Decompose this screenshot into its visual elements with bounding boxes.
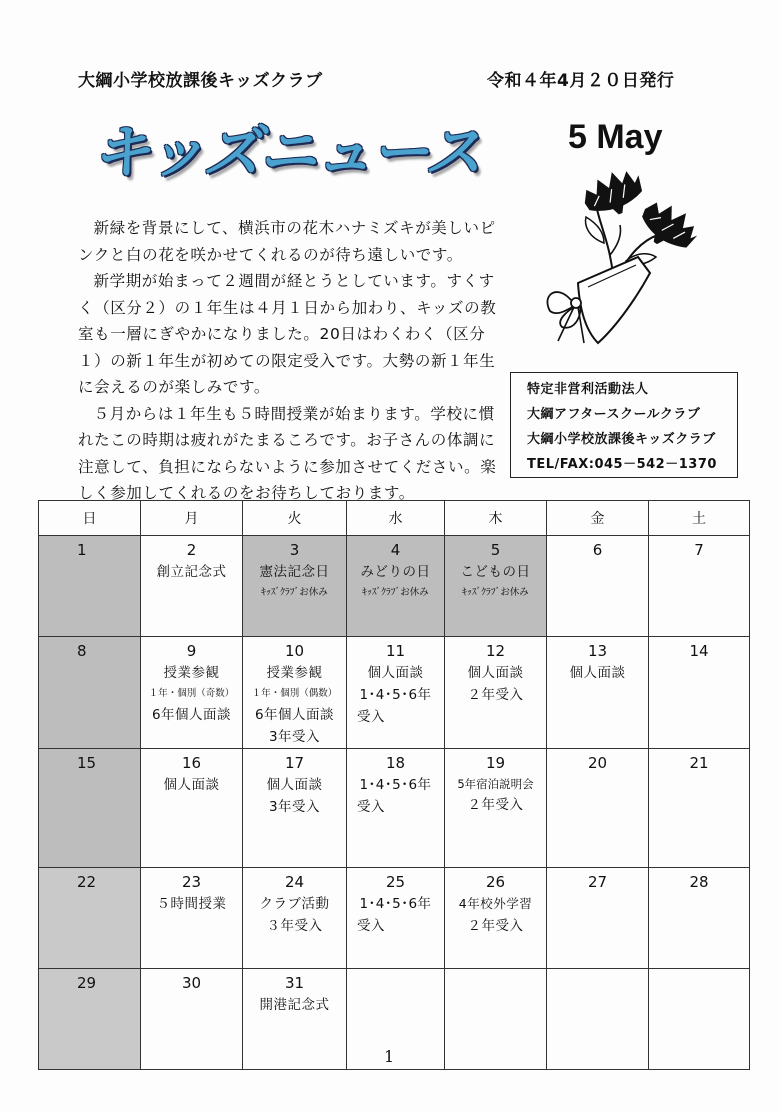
day-number: 15 [77, 754, 97, 772]
day-event: 1･4･5･6年 [359, 777, 432, 793]
day-number: 5 [490, 541, 501, 559]
day-event: ３年受入 [266, 918, 323, 934]
day-event: ｷｯｽﾞｸﾗﾌﾞお休み [462, 587, 529, 598]
calendar-week-row [39, 868, 750, 969]
day-event: ｷｯｽﾞｸﾗﾌﾞお休み [362, 587, 429, 598]
day-cell [39, 749, 141, 868]
day-cell [347, 637, 445, 749]
day-event: 受入 [357, 709, 385, 725]
newsletter-title-logo [92, 112, 512, 198]
day-cell [243, 536, 347, 637]
day-cell [649, 868, 750, 969]
day-cell [39, 637, 141, 749]
day-cell [141, 536, 243, 637]
day-event: ２年受入 [467, 687, 524, 703]
day-number: 12 [485, 642, 506, 660]
day-event: 創立記念式 [156, 564, 227, 580]
day-event: 授業参観 [266, 665, 323, 681]
day-number: 23 [181, 873, 202, 891]
issue-date: 令和４年4月２０日発行 [487, 71, 675, 91]
day-cell [39, 868, 141, 969]
day-number: 14 [689, 642, 709, 660]
day-cell [141, 868, 243, 969]
day-cell [243, 637, 347, 749]
calendar-week-row [39, 536, 750, 637]
day-cell [445, 969, 547, 1070]
day-cell [547, 749, 649, 868]
day-event: こどもの日 [460, 564, 531, 580]
day-cell [547, 637, 649, 749]
day-event: 開港記念式 [259, 997, 330, 1013]
day-number: 7 [694, 541, 704, 559]
day-number: 27 [587, 873, 608, 891]
weekday-header-row [39, 501, 750, 536]
day-event: 憲法記念日 [259, 564, 330, 580]
weekday-header: 火 [243, 501, 347, 536]
day-event: クラブ活動 [259, 896, 330, 912]
org-tel: TEL/FAX:045－542－1370 [527, 457, 717, 472]
day-number: 31 [284, 974, 305, 992]
day-number: 30 [181, 974, 202, 992]
day-number: 4 [390, 541, 401, 559]
day-event: ５時間授業 [156, 896, 227, 912]
day-number: 13 [587, 642, 608, 660]
day-event: みどりの日 [360, 564, 431, 580]
day-event: 6年個人面談 [151, 707, 232, 723]
day-event: 授業参観 [163, 665, 220, 681]
day-number: 6 [592, 541, 603, 559]
day-event: ２年受入 [467, 918, 524, 934]
carnation-bouquet-icon [518, 165, 708, 355]
day-event: ２年受入 [467, 797, 524, 813]
newsletter-title: キッズニュース [92, 118, 480, 186]
day-number: 16 [181, 754, 202, 772]
weekday-header: 日 [39, 501, 141, 536]
calendar-week-row [39, 749, 750, 868]
day-cell [347, 749, 445, 868]
day-event: ｷｯｽﾞｸﾗﾌﾞお休み [261, 587, 328, 598]
day-event: 個人面談 [467, 665, 524, 681]
day-cell [141, 637, 243, 749]
day-number: 20 [587, 754, 608, 772]
day-number: 22 [77, 873, 97, 891]
day-event: 個人面談 [367, 665, 424, 681]
intro-text [78, 215, 498, 507]
day-number: 2 [186, 541, 197, 559]
day-number: 21 [689, 754, 709, 772]
org-line: 特定非営利活動法人 [527, 382, 649, 397]
weekday-header: 水 [347, 501, 445, 536]
day-number: 8 [77, 642, 87, 660]
day-cell [141, 969, 243, 1070]
day-number: 9 [186, 642, 197, 660]
day-cell [39, 969, 141, 1070]
school-name: 大綱小学校放課後キッズクラブ [78, 71, 323, 91]
calendar-week-row [39, 637, 750, 749]
day-number: 28 [689, 873, 709, 891]
day-number: 10 [284, 642, 305, 660]
day-cell [649, 749, 750, 868]
organization-box [510, 372, 738, 478]
day-cell [649, 637, 750, 749]
day-number: 17 [284, 754, 305, 772]
weekday-header: 金 [547, 501, 649, 536]
day-event: 個人面談 [569, 665, 626, 681]
day-cell [243, 969, 347, 1070]
org-line: 大綱アフタースクールクラブ [527, 407, 701, 422]
day-event: 個人面談 [266, 777, 323, 793]
day-cell [445, 536, 547, 637]
day-number: 25 [385, 873, 406, 891]
month-label: 5 May [568, 118, 663, 156]
day-number: 1 [77, 541, 87, 559]
weekday-header: 土 [649, 501, 750, 536]
day-cell [347, 969, 445, 1070]
org-line: 大綱小学校放課後キッズクラブ [527, 432, 716, 447]
weekday-header: 木 [445, 501, 547, 536]
day-event: 1･4･5･6年 [359, 687, 432, 703]
day-event: 1･4･5･6年 [359, 896, 432, 912]
day-number: 29 [77, 974, 97, 992]
calendar-table [38, 500, 750, 1070]
day-cell [547, 969, 649, 1070]
day-event: 受入 [357, 799, 385, 815]
day-number: 3 [289, 541, 300, 559]
intro-paragraph: 新緑を背景にして、横浜市の花木ハナミズキが美しいピンクと白の花を咲かせてくれるのが待ち遠しいです。 [78, 219, 496, 264]
day-number: 18 [385, 754, 406, 772]
day-cell [243, 868, 347, 969]
day-event: １年・個別（偶数） [251, 688, 338, 699]
day-cell [141, 749, 243, 868]
day-event: 個人面談 [163, 777, 220, 793]
day-event: 受入 [357, 918, 385, 934]
day-number: 26 [485, 873, 506, 891]
day-cell [445, 637, 547, 749]
day-cell [243, 749, 347, 868]
day-event: １年・個別（奇数） [148, 688, 235, 699]
weekday-header: 月 [141, 501, 243, 536]
day-cell [39, 536, 141, 637]
day-event: 5年宿泊説明会 [457, 777, 534, 791]
day-cell [649, 969, 750, 1070]
day-cell [547, 868, 649, 969]
day-cell [547, 536, 649, 637]
intro-paragraph: ５月からは１年生も５時間授業が始まります。学校に慣れたこの時期は疲れがたまるころです。お子さんの体調に注意して、負担にならないように参加させてください。楽しく参加してくれるのをお待ちしております。 [78, 404, 497, 502]
day-cell [445, 868, 547, 969]
day-number: 11 [385, 642, 406, 660]
day-event: 4年校外学習 [458, 896, 533, 911]
day-number: 24 [284, 873, 305, 891]
day-cell [347, 536, 445, 637]
day-event: 6年個人面談 [254, 707, 335, 723]
intro-paragraph: 新学期が始まって２週間が経とうとしています。すくすく（区分２）の１年生は４月１日から加わり、キッズの教室も一層にぎやかになりました。20日はわくわく（区分１）の新１年生が初めての限定受入です。大勢の新１年生に会えるのが楽しみです。 [78, 272, 497, 396]
day-cell [445, 749, 547, 868]
day-cell [347, 868, 445, 969]
page-number: 1 [384, 1047, 395, 1066]
day-number: 19 [485, 754, 506, 772]
day-cell [649, 536, 750, 637]
day-event: 3年受入 [268, 799, 321, 815]
day-event: 3年受入 [268, 729, 321, 745]
